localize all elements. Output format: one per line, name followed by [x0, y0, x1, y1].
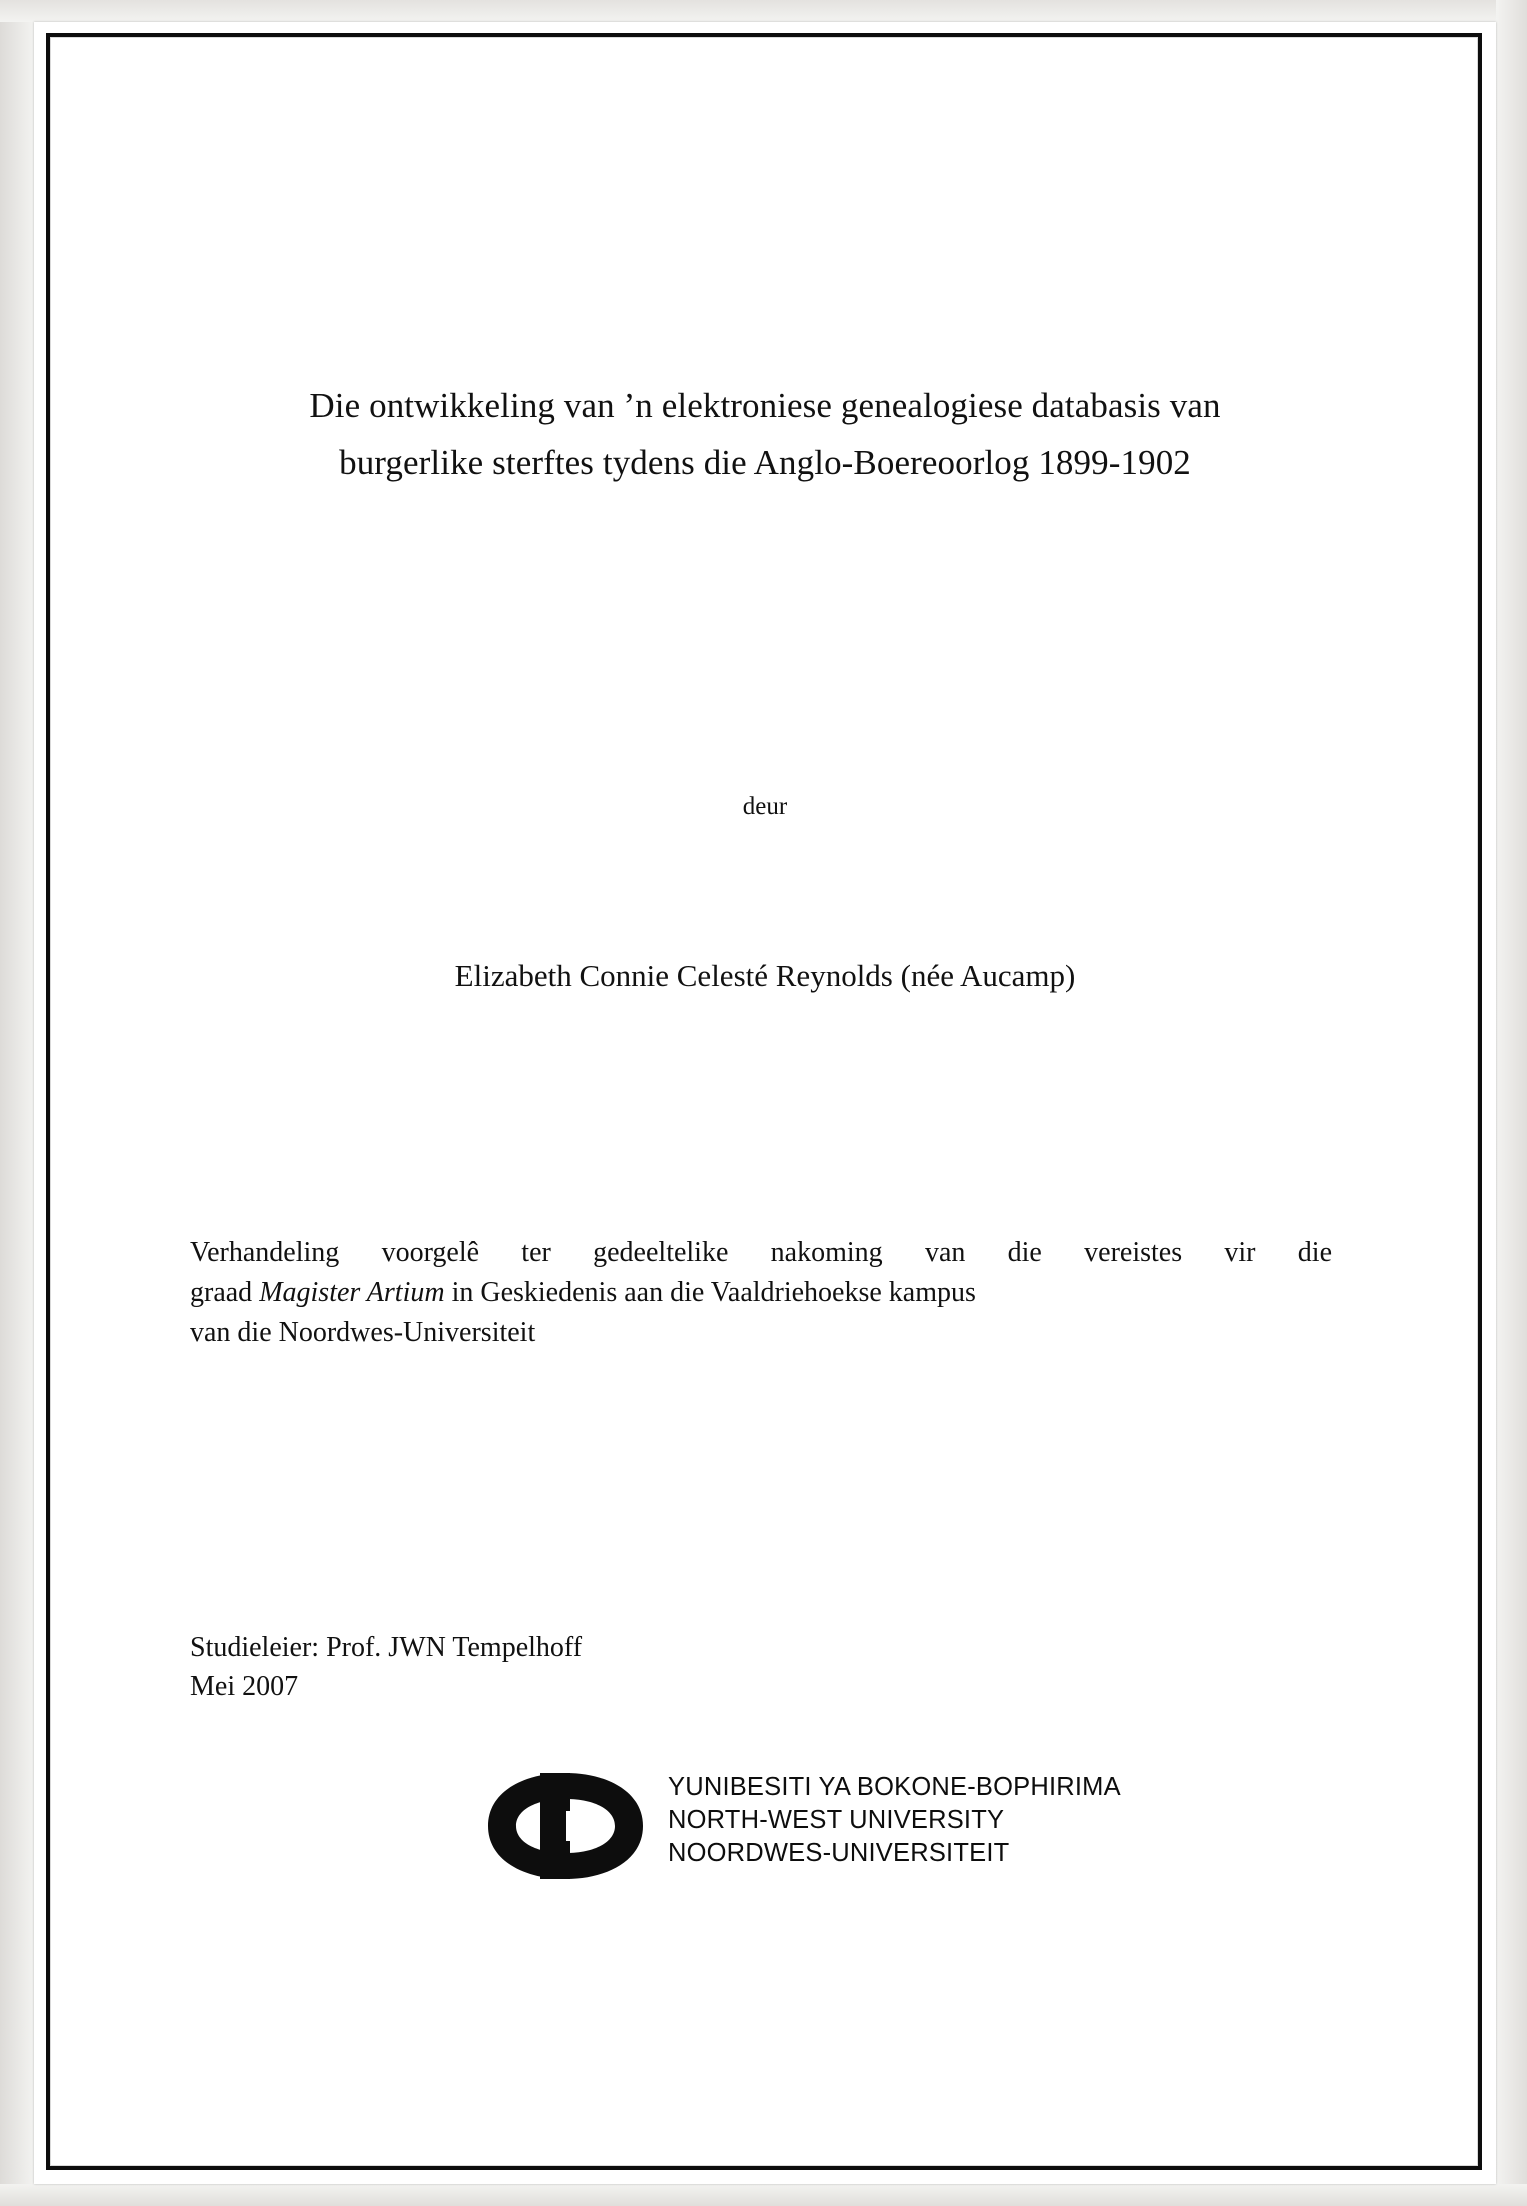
north-west-university-logo-mark-icon — [470, 1767, 660, 1885]
thesis-title — [185, 378, 1345, 491]
university-logo-text — [668, 1771, 1121, 1870]
degree-statement-line-2-suffix: in Geskiedenis aan die Vaaldriehoekse kampus — [444, 1276, 976, 1308]
thesis-title-line-1: Die ontwikkeling van ’n elektroniese genealogiese databasis van — [309, 386, 1221, 425]
scan-edge-shadow-top — [0, 0, 1527, 22]
degree-statement-line-2-prefix: graad — [190, 1276, 260, 1308]
degree-statement-line-2 — [190, 1273, 1332, 1313]
scan-edge-shadow-right — [1496, 0, 1527, 2206]
university-logo-text-line-2: NORTH-WEST UNIVERSITY — [668, 1806, 1005, 1835]
date-line: Mei 2007 — [190, 1671, 299, 1703]
scan-edge-shadow-bottom — [0, 2184, 1527, 2206]
degree-statement-line-3: van die Noordwes-Universiteit — [190, 1316, 536, 1348]
degree-statement — [190, 1233, 1332, 1352]
university-logo — [470, 1763, 1130, 1893]
supervisor-line: Studieleier: Prof. JWN Tempelhoff — [190, 1632, 583, 1663]
scan-edge-shadow-left — [0, 0, 34, 2206]
supervisor-and-date — [190, 1628, 1090, 1706]
university-logo-text-line-1: YUNIBESITI YA BOKONE-BOPHIRIMA — [668, 1773, 1121, 1801]
thesis-title-line-2: burgerlike sterftes tydens die Anglo-Boereoorlog 1899-1902 — [339, 442, 1191, 482]
author-name: Elizabeth Connie Celesté Reynolds (née Aucamp) — [454, 958, 1076, 993]
by-label: deur — [742, 793, 788, 820]
title-page-content — [185, 33, 1345, 2170]
university-logo-text-line-3: NOORDWES-UNIVERSITEIT — [668, 1839, 1010, 1868]
degree-statement-line-1: Verhandeling voorgelê ter gedeeltelike nakoming van die vereistes vir die — [190, 1237, 1332, 1268]
degree-name-italic: Magister Artium — [259, 1276, 445, 1308]
